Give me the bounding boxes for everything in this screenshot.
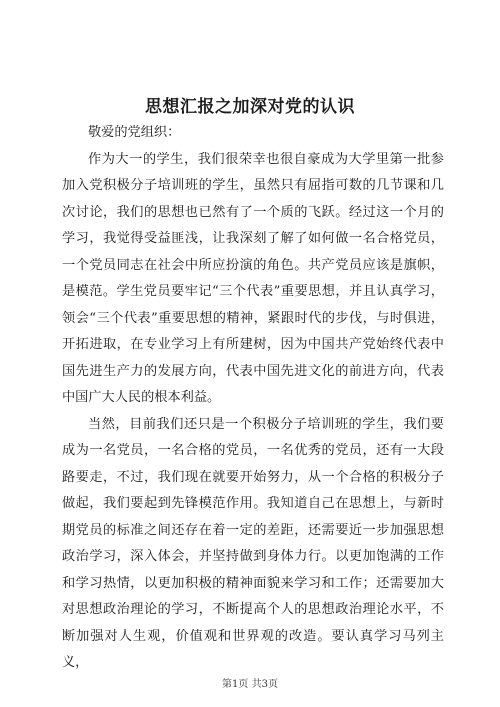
paragraph-2: 当然，目前我们还只是一个积极分子培训班的学生，我们要成为一名党员，一名合格的党员，一名优秀的党员，还有一大段路要走，不过，我们现在就要开始努力，从一个合格的积极分子做起，我们要起到先锋模范作用。我知道自己在思想上，与新时期党员的标准之间还存在着一定的差距，还需要近一步加强思想政治学习，深入体会，并坚持做到身体力行。以更加饱满的工作和学习热情，以更加积极的精神面貌来学习和工作；还需要加大对思想政治理论的学习，不断提高个人的思想政治理论水平，不断加强对人生观，价值观和世界观的改造。要认真学习马列主义， xyxy=(62,416,444,670)
document-body xyxy=(62,120,444,677)
page-footer: 第1页 共3页 xyxy=(222,679,278,690)
paragraph-1: 作为大一的学生，我们很荣幸也很自豪成为大学里第一批参加入党积极分子培训班的学生，虽然只有屈指可数的几节课和几次讨论，我们的思想也已然有了一个质的飞跃。经过这一个月的学习，我觉得受益匪浅，让我深刻了解了如何做一名合格党员，一个党员同志在社会中所应扮演的角色。共产党员应该是旗帜，是模范。学生党员要牢记“三个代表”重要思想，并且认真学习，领会“三个代表”重要思想的精神，紧跟时代的步伐，与时俱进，开拓进取，在专业学习上有所建树，因为中国共产党始终代表中国先进生产力的发展方向，代表中国先进文化的前进方向，代表中国广大人民的根本利益。 xyxy=(62,151,444,405)
salutation: 敬爱的党组织： xyxy=(88,125,181,140)
document-title: 思想汇报之加深对党的认识 xyxy=(145,97,355,117)
